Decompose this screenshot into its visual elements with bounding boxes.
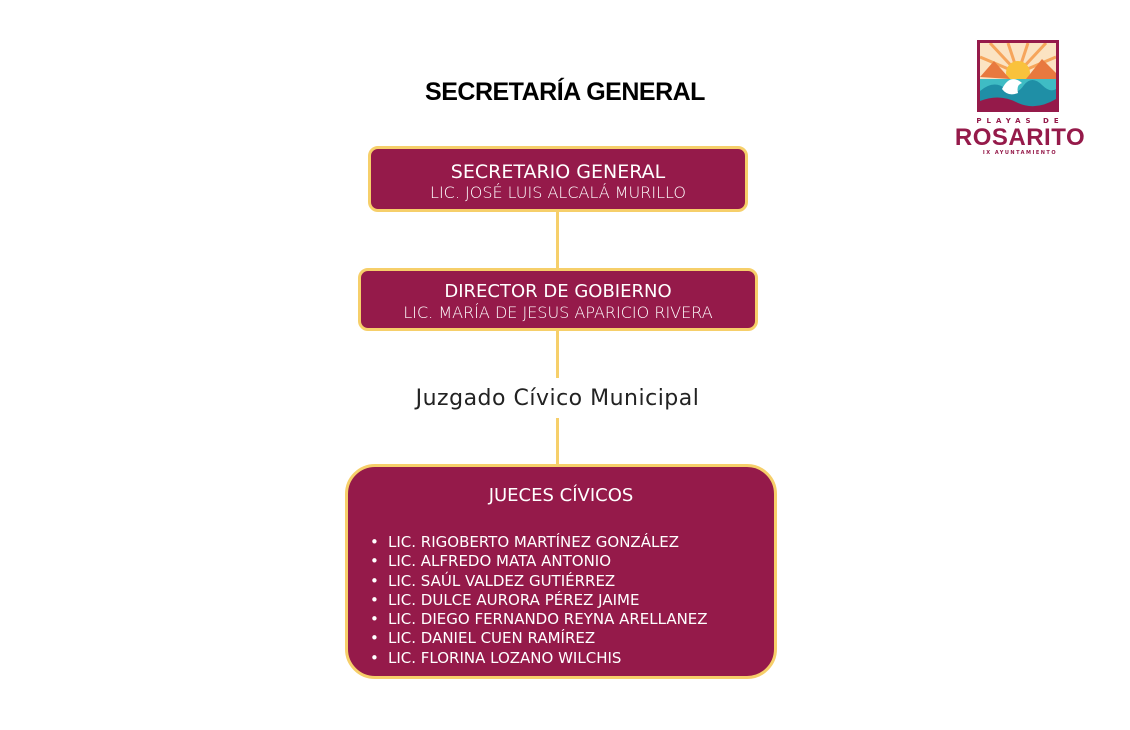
- director-name: LIC. MARÍA DE JESUS APARICIO RIVERA: [403, 303, 713, 322]
- list-item: • LIC. DANIEL CUEN RAMÍREZ: [370, 629, 774, 648]
- logo-line-playas: PLAYAS DE: [976, 117, 1064, 125]
- connector-line: [556, 418, 559, 464]
- jueces-list: [348, 533, 774, 668]
- director-role: DIRECTOR DE GOBIERNO: [444, 281, 672, 302]
- list-item: • LIC. RIGOBERTO MARTÍNEZ GONZÁLEZ: [370, 533, 774, 552]
- jueces-title: JUECES CÍVICOS: [488, 485, 634, 506]
- logo-line-rosarito: ROSARITO: [954, 124, 1086, 151]
- director-gobierno-box: [358, 268, 758, 331]
- connector-line: [556, 331, 559, 378]
- list-item: • LIC. DIEGO FERNANDO REYNA ARELLANEZ: [370, 610, 774, 629]
- rosarito-logo: [950, 40, 1090, 160]
- list-item: • LIC. FLORINA LOZANO WILCHIS: [370, 649, 774, 668]
- list-item: • LIC. DULCE AURORA PÉREZ JAIME: [370, 591, 774, 610]
- secretario-general-box: [368, 146, 748, 212]
- section-label: Juzgado Cívico Municipal: [415, 386, 700, 411]
- list-item: • LIC. SAÚL VALDEZ GUTIÉRREZ: [370, 572, 774, 591]
- connector-line: [556, 212, 559, 268]
- logo-line-ayuntamiento: IX AYUNTAMIENTO: [982, 150, 1058, 156]
- secretario-role: SECRETARIO GENERAL: [450, 161, 666, 183]
- jueces-civicos-box: [345, 464, 777, 679]
- logo-emblem-icon: [980, 43, 1056, 109]
- page-title: SECRETARÍA GENERAL: [425, 78, 705, 106]
- secretario-name: LIC. JOSÉ LUIS ALCALÁ MURILLO: [430, 183, 686, 202]
- list-item: • LIC. ALFREDO MATA ANTONIO: [370, 552, 774, 571]
